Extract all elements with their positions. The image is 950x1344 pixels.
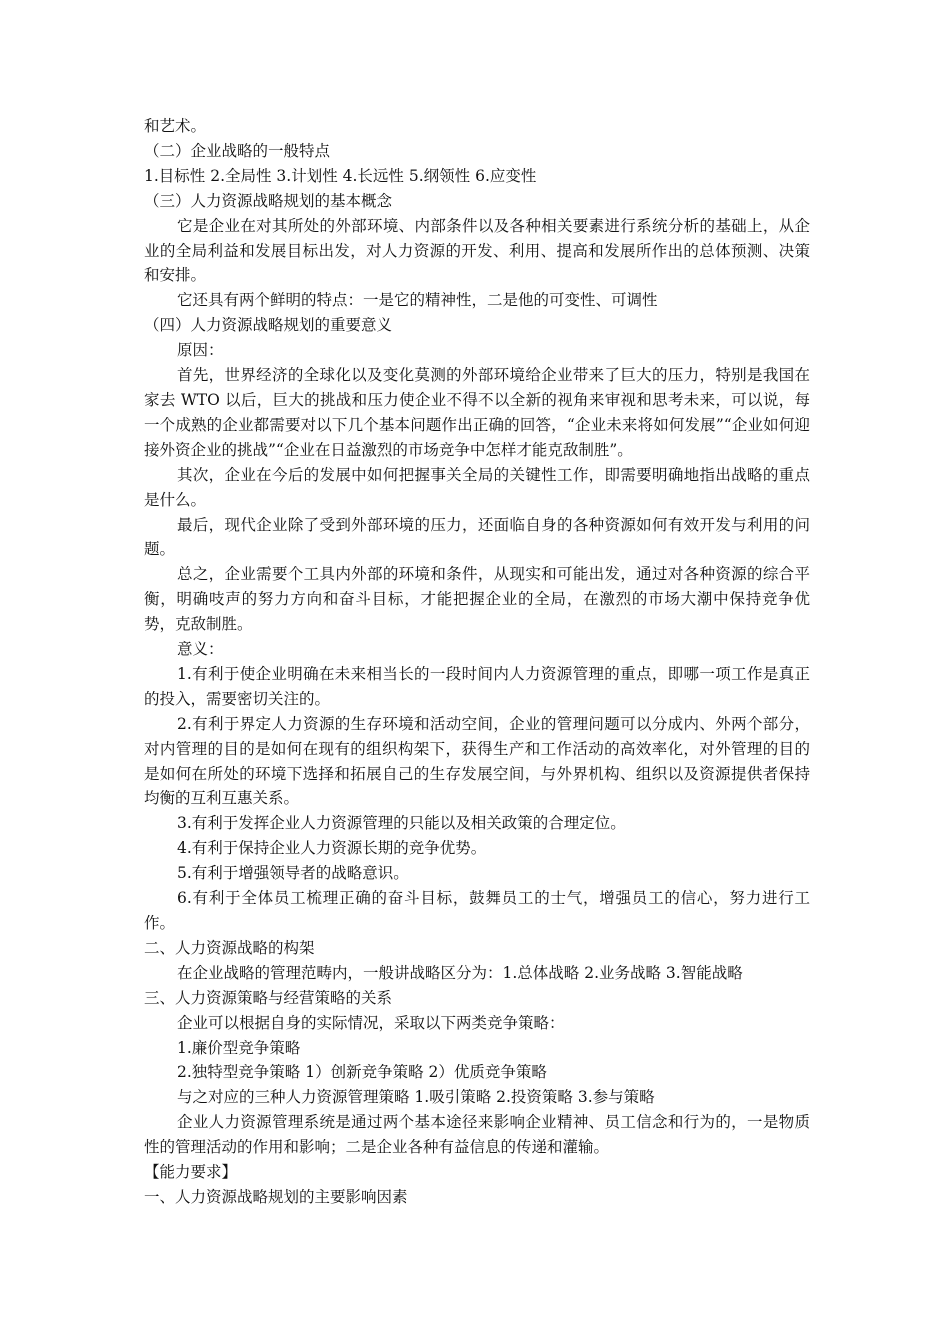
paragraph: 其次，企业在今后的发展中如何把握事关全局的关键性工作，即需要明确地指出战略的重点是什么。 [144, 465, 810, 509]
paragraph: 企业人力资源管理系统是通过两个基本途径来影响企业精神、员工信念和行为的，一是物质性的管理活动的作用和影响；二是企业各种有益信息的传递和灌输。 [144, 1113, 810, 1157]
paragraph: 在企业战略的管理范畴内，一般讲战略区分为：1.总体战略 2.业务战略 3.智能战略 [177, 963, 743, 982]
paragraph: 企业可以根据自身的实际情况，采取以下两类竞争策略： [177, 1013, 565, 1032]
paragraph: 意义： [177, 640, 224, 659]
section-heading: 三、人力资源策略与经营策略的关系 [144, 988, 393, 1007]
paragraph: 总之，企业需要个工具内外部的环境和条件，从现实和可能出发，通过对各种资源的综合平衡，明确吱声的努力方向和奋斗目标，才能把握企业的全局，在激烈的市场大潮中保持竞争优势，克敌制胜。 [144, 565, 810, 634]
paragraph: 最后，现代企业除了受到外部环境的压力，还面临自身的各种资源如何有效开发与利用的问题。 [144, 515, 810, 559]
section-heading: 【能力要求】 [144, 1163, 238, 1182]
paragraph: 它是企业在对其所处的外部环境、内部条件以及各种相关要素进行系统分析的基础上，从企业的全局利益和发展目标出发，对人力资源的开发、利用、提高和发展所作出的总体预测、决策和安排。 [144, 216, 810, 285]
section-heading: （四）人力资源战略规划的重要意义 [144, 316, 393, 335]
list-item: 2.独特型竞争策略 1）创新竞争策略 2）优质竞争策略 [177, 1063, 547, 1082]
section-heading: （二）企业战略的一般特点 [144, 141, 331, 160]
paragraph: 首先，世界经济的全球化以及变化莫测的外部环境给企业带来了巨大的压力，特别是我国在家去 WTO 以后，巨大的挑战和压力使企业不得不以全新的视角来审视和思考未来，可以说，每一个成熟的企业都需要对以下几个基本问题作出正确的回答，“企业未来将如何发展”“企业如何迎接外资企业的挑战”“企业在日益激烈的市场竞争中怎样才能克敌制胜”。 [144, 366, 810, 459]
paragraph: 它还具有两个鲜明的特点：一是它的精神性，二是他的可变性、可调性 [177, 291, 658, 310]
section-heading: （三）人力资源战略规划的基本概念 [144, 191, 393, 210]
paragraph: 与之对应的三种人力资源管理策略 1.吸引策略 2.投资策略 3.参与策略 [177, 1088, 655, 1107]
paragraph: 和艺术。 [144, 117, 207, 135]
list-item: 3.有利于发挥企业人力资源管理的只能以及相关政策的合理定位。 [177, 814, 626, 833]
list-item: 2.有利于界定人力资源的生存环境和活动空间，企业的管理问题可以分成内、外两个部分，对内管理的目的是如何在现有的组织构架下，获得生产和工作活动的高效率化，对外管理的目的是如何在所处的环境下选择和拓展自己的生存发展空间，与外界机构、组织以及资源提供者保持均衡的互利互惠关系。 [144, 714, 810, 808]
section-heading: 二、人力资源战略的构架 [144, 938, 315, 957]
list-item: 5.有利于增强领导者的战略意识。 [177, 864, 409, 883]
paragraph: 原因： [177, 341, 224, 360]
list-item: 1.廉价型竞争策略 [177, 1038, 301, 1057]
list-item: 4.有利于保持企业人力资源长期的竞争优势。 [177, 839, 487, 858]
document-page [144, 114, 810, 1210]
list-item: 1.有利于使企业明确在未来相当长的一段时间内人力资源管理的重点，即哪一项工作是真正的投入，需要密切关注的。 [144, 664, 810, 708]
paragraph: 1.目标性 2.全局性 3.计划性 4.长远性 5.纲领性 6.应变性 [144, 166, 537, 185]
list-item: 6.有利于全体员工梳理正确的奋斗目标，鼓舞员工的士气，增强员工的信心，努力进行工作。 [144, 889, 810, 932]
section-heading: 一、人力资源战略规划的主要影响因素 [144, 1187, 408, 1206]
